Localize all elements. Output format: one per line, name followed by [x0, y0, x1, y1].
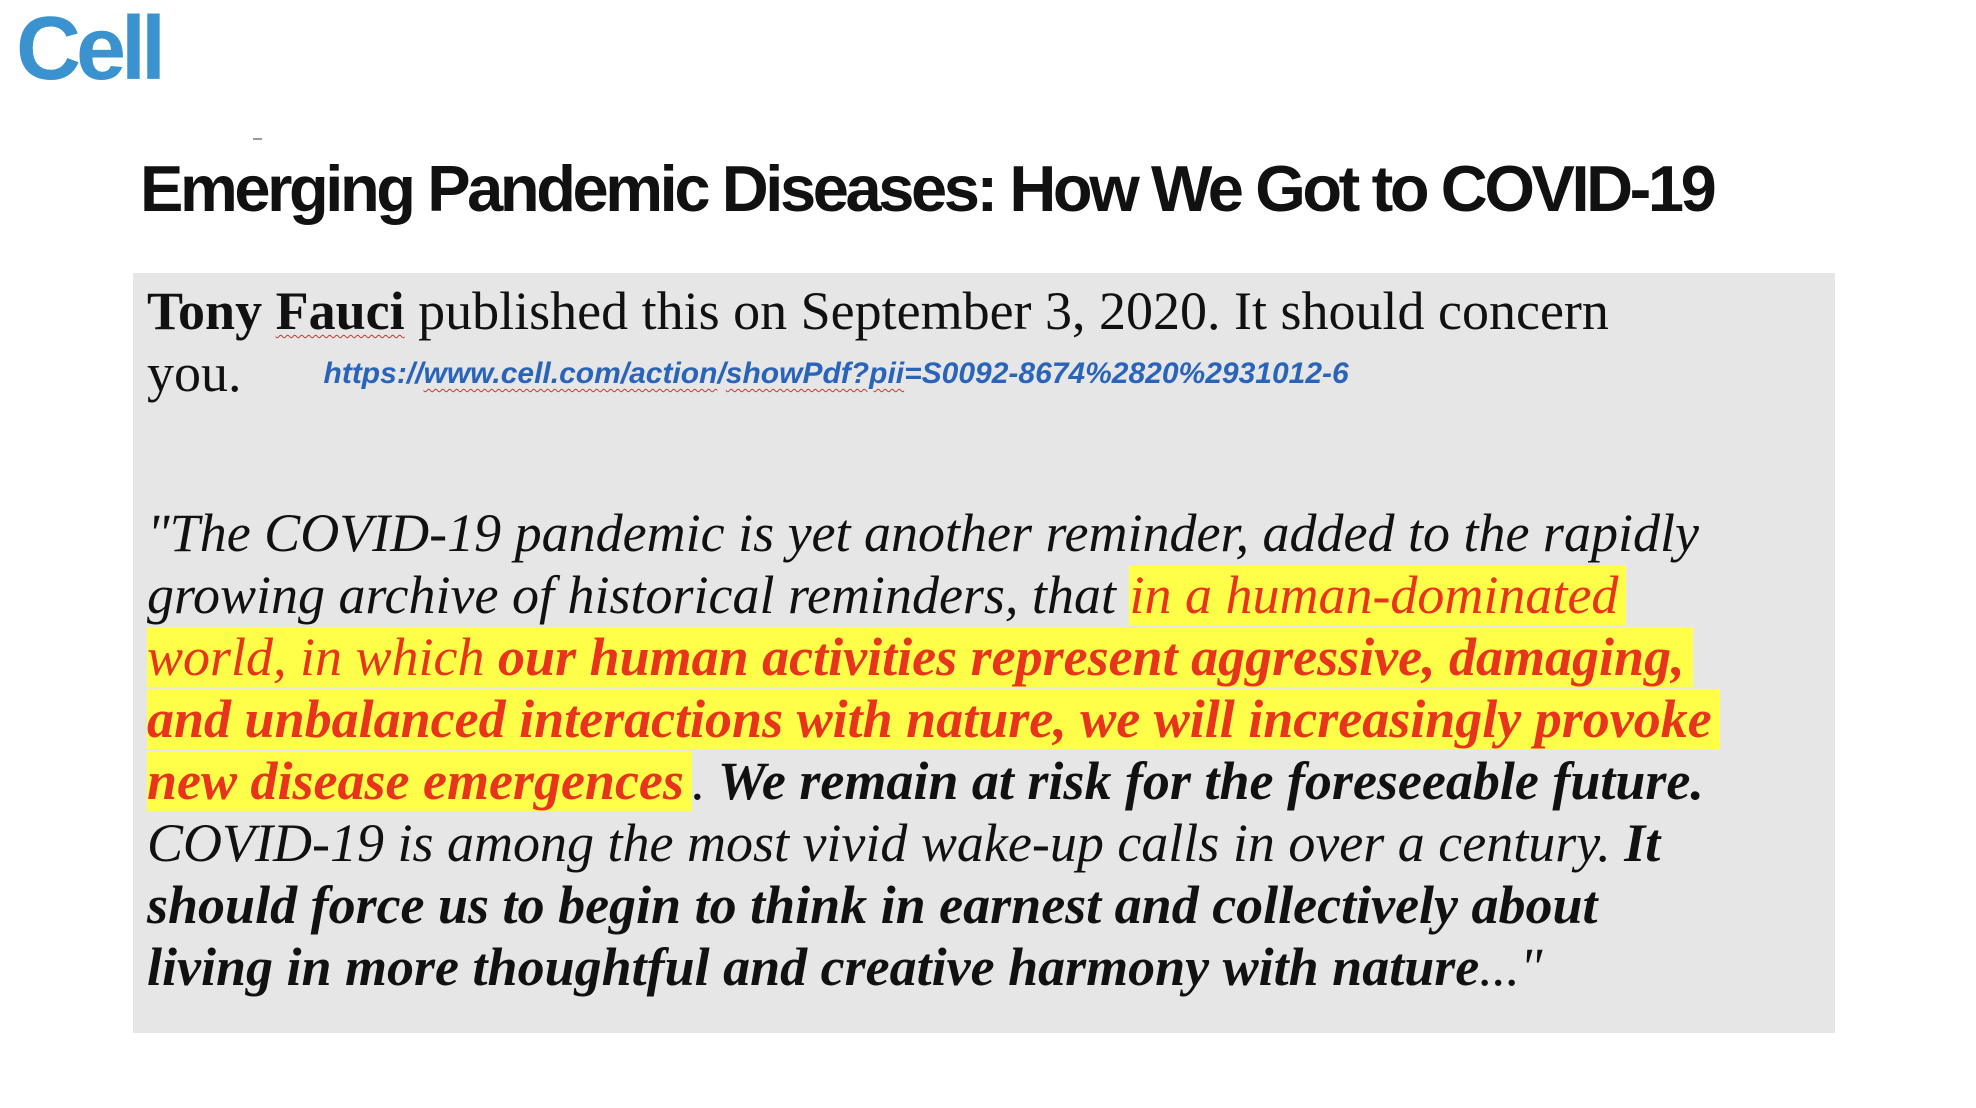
quote-line-1: "The COVID-19 pandemic is yet another reminder, added to the rapidly — [147, 503, 1699, 563]
quote-line-8: living in more thoughtful and creative harmony with nature..." — [147, 937, 1543, 997]
cell-logo: Cell — [16, 0, 162, 99]
divider — [253, 138, 262, 140]
quote-line-4: and unbalanced interactions with nature, we will increasingly provoke — [147, 688, 1720, 750]
author-first-name: Tony — [147, 281, 263, 341]
intro-line2: you. — [147, 343, 242, 403]
intro-text — [147, 280, 1827, 405]
quote-line-7: should force us to begin to think in earnest and collectively about — [147, 875, 1598, 935]
intro-line1: published this on September 3, 2020. It should concern — [404, 281, 1609, 341]
author-last-name: Fauci — [275, 281, 405, 341]
quote-line-3: world, in which our human activities represent aggressive, damaging, — [147, 626, 1720, 688]
quote-line-2: growing archive of historical reminders, that in a human-dominated — [147, 564, 1720, 626]
quote-line-5: new disease emergences . We remain at risk for the foreseeable future. — [147, 751, 1704, 811]
page-title: Emerging Pandemic Diseases: How We Got to COVID-19 — [140, 152, 1714, 225]
highlight: in a human-dominated — [1129, 565, 1626, 625]
quote-text — [147, 502, 1720, 998]
source-link[interactable]: https://www.cell.com/action/showPdf?pii=S0092-8674%2820%2931012-6 — [323, 357, 1349, 390]
quote-line-6: COVID-19 is among the most vivid wake-up calls in over a century. It — [147, 813, 1661, 873]
